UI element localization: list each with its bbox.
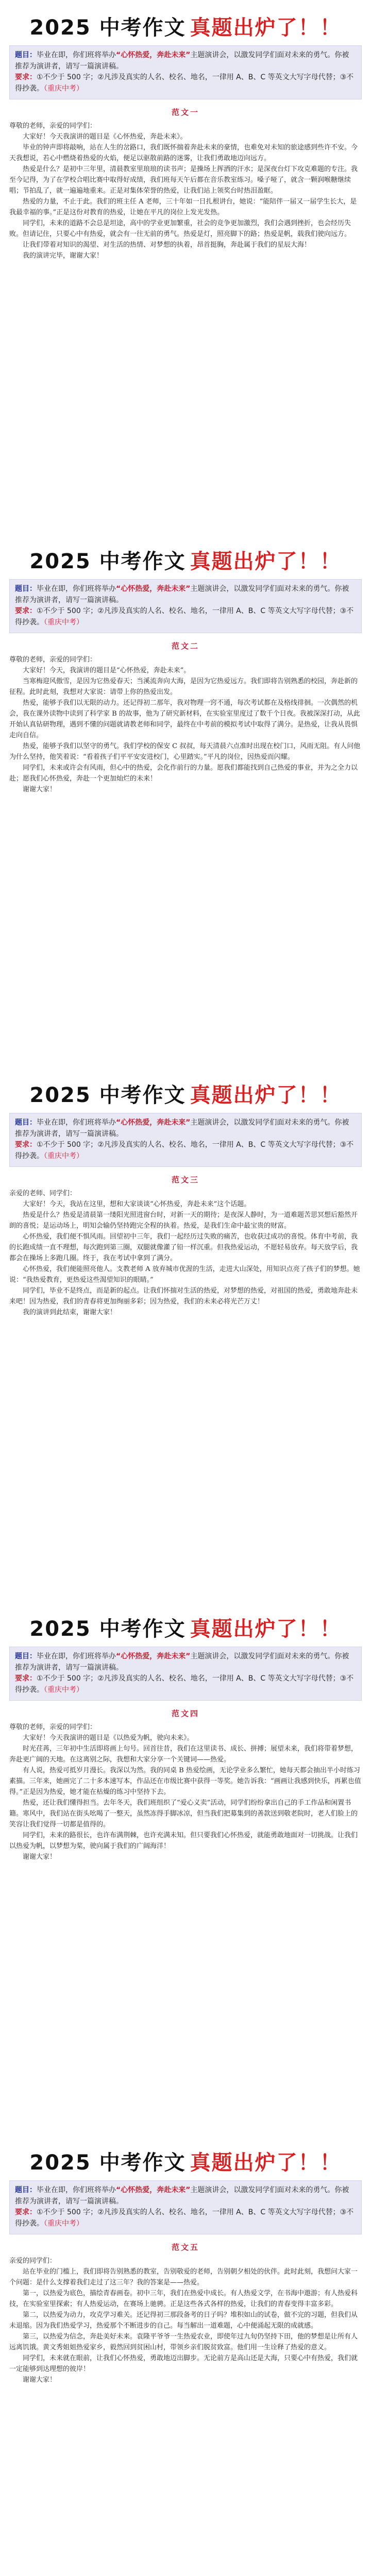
essay-paragraph: 热爱的力量，不止于此。我们的班主任 A 老师，三十年如一日扎根讲台，她说：“能陪伴一届又一届学生长大，是我最幸福的事。”正是这份对教育的热爱，让她在平凡的岗位上发光发热。 [9, 198, 357, 217]
essay-paragraph: 第一，以热爱为底色，描绘青春画卷。初中三年，我们在热爱中成长。有人热爱文学，在书海中遨游；有人热爱科技，在实验室里探索；有人热爱运动，在赛场上驰骋。正是这些各式各样的热爱，让我们的青春变得丰富多彩。 [9, 2289, 358, 2308]
essay-section [0, 1077, 371, 1601]
prompt-box [9, 1647, 362, 1701]
essay-section [0, 1611, 371, 2135]
heading-black: 2025 中考作文 [29, 1617, 186, 1641]
prompt-topic: “心怀热爱，奔赴未来” [116, 51, 191, 59]
essay-salutation: 亲爱的同学们： [9, 2257, 57, 2265]
prompt-text-a: 毕业在即，你们班将举办 [37, 1652, 116, 1660]
source-tag: （重庆中考） [44, 1686, 83, 1694]
prompt-text-a: 毕业在即，你们班将举办 [37, 585, 116, 593]
essay-body [9, 121, 362, 262]
requirement-label: 要求： [15, 1141, 37, 1149]
essay-paragraph: 心怀热爱，我们便不惧风雨。回望初中三年，我们一起经历过失败的痛苦，也收获过成功的喜悦。体育中考前，我的长跑成绩一直不理想，每次跑到第三圈，双腿就像灌了铅一样沉重。但我热爱运动，不愿轻易放弃。每天放学后，我都会在操场上多跑几圈。终于，我在考试中拿到了满分。 [9, 1232, 358, 1263]
prompt-label: 题目： [15, 585, 37, 593]
essay-paragraph: 有人说，热爱可抵岁月漫长。我深以为然。我的同桌 B 热爱绘画，无论学业多么繁忙，她每天都会抽出半小时练习素描。三年来，她画完了二十多本速写本，作品还在市级比赛中获得一等奖。她告诉我：“画画让我感到快乐，再累也值得。”正是因为热爱，她才能在枯燥的练习中坚持下去。 [9, 1766, 361, 1797]
requirement-label: 要求： [15, 73, 37, 82]
essay-paragraph: 心怀热爱，我们便能照亮他人。支教老师 A 放弃城市优渥的生活，走进大山深处，用知识点亮了孩子们的梦想。她说：“我热爱教育，更热爱这些渴望知识的眼睛。” [9, 1265, 360, 1284]
essay-section [0, 2144, 371, 2576]
page-heading [9, 9, 362, 42]
prompt-text-a: 毕业在即，你们班将举办 [37, 51, 116, 59]
requirement-label: 要求： [15, 2208, 37, 2217]
source-tag: （重庆中考） [44, 84, 83, 93]
heading-red: 真题出炉了！！ [190, 2150, 342, 2175]
prompt-text-b: 主题演讲会，以激发同学们面对未来的勇气。你被推荐为演讲者，请写一篇演讲稿。 [15, 1652, 349, 1672]
essay-paragraph: 同学们，未来的道路不会总是坦途，高中的学业更加繁重，社会的竞争更加激烈，我们会遇到挫折，也会经历失败。但请记住，只要心中有热爱，就会有一往无前的勇气。热爱是灯，照亮脚下的路；热爱是帆，载我们驶向远方。 [9, 219, 351, 239]
requirement-text: ①不少于 500 字；②凡涉及真实的人名、校名、地名，一律用 A、B、C 等英文大写字母代替；③不得抄袭。 [15, 2208, 354, 2228]
essay-paragraph: 同学们，毕业不是终点，而是新的起点。让我们怀揣对生活的热爱，对梦想的热爱，对祖国的热爱，勇敢地奔赴未来吧！因为热爱，我们的青春将更加绚丽多彩；因为热爱，我们的未来必将光芒万丈！ [9, 1287, 358, 1306]
heading-red: 真题出炉了！！ [190, 549, 342, 573]
prompt-text-b: 主题演讲会，以激发同学们面对未来的勇气。你被推荐为演讲者，请写一篇演讲稿。 [15, 2186, 349, 2206]
heading-red: 真题出炉了！！ [190, 15, 342, 40]
heading-red: 真题出炉了！！ [190, 1617, 342, 1641]
essay-paragraph: 时光荏苒，三年初中生活即将画上句号。回首往昔，我们在这里读书、成长、拼搏；展望未来，我们将带着梦想，奔赴更广阔的天地。在这离别之际，我想和大家分享一个关键词——热爱。 [9, 1744, 358, 1764]
essay-body [9, 1188, 362, 1318]
essay-paragraph: 第三，以热爱为信念，奔赴美好未来。袁隆平爷爷一生热爱农业，即使年过九旬仍坚持下田，他的梦想是让所有人远离饥饿。黄文秀姐姐热爱家乡，毅然回到贫困山村，带领乡亲们脱贫致富。他们用一生诠释了热爱的意义。 [9, 2333, 358, 2352]
essay-section [0, 543, 371, 1067]
essay-paragraph: 热爱是什么？热爱是清晨第一缕阳光照进窗台时，对新一天的期待；是夜深人静时，为一道难题苦思冥想后豁然开朗的喜悦；是运动场上，明知会输仍坚持跑完全程的执着。热爱，是我们生命中最宝贵的财富。 [9, 1211, 358, 1230]
essay-paragraph: 大家好！今天，我站在这里，想和大家谈谈“心怀热爱，奔赴未来”这个话题。 [23, 1200, 251, 1208]
essay-title: 范文三 [171, 1175, 199, 1184]
prompt-box [9, 1113, 362, 1167]
essay-paragraph: 当寒梅迎风傲雪，是因为它热爱春天；当溪流奔向大海，是因为它热爱远方。我们即将告别熟悉的校园，奔赴新的征程。此时此刻，我想对大家说：请带上你的热爱出发。 [9, 677, 358, 696]
page-heading [9, 543, 362, 576]
source-tag: （重庆中考） [44, 618, 83, 627]
essay-paragraph: 毕业的钟声即将敲响，站在人生的岔路口，我们既怀揣着奔赴未来的豪情，也难免对未知的旅途感到些许不安。今天我想说，若心中燃烧着热爱的火焰，便足以驱散前路的迷雾，让我们勇敢地迈向远方。 [9, 143, 358, 162]
essay-salutation: 尊敬的老师，亲爱的同学们： [9, 655, 97, 664]
prompt-topic: “心怀热爱，奔赴未来” [116, 2186, 191, 2194]
essay-paragraph: 大家好！今天我演讲的题目是《心怀热爱，奔赴未来》。 [23, 132, 187, 141]
requirement-text: ①不少于 500 字；②凡涉及真实的人名、校名、地名，一律用 A、B、C 等英文大写字母代替；③不得抄袭。 [15, 73, 354, 93]
prompt-label: 题目： [15, 1118, 37, 1127]
page-heading [9, 2144, 362, 2177]
prompt-text-b: 主题演讲会，以激发同学们面对未来的勇气。你被推荐为演讲者，请写一篇演讲稿。 [15, 1118, 349, 1138]
essay-salutation: 尊敬的老师，亲爱的同学们： [9, 1723, 97, 1731]
essay-paragraph: 第二，以热爱为动力，攻克学习难关。还记得初三那段备考的日子吗？堆积如山的试卷，做不完的习题，但我们从未退缩。因为我们热爱学习，热爱那个不断进步的自己。每当解出一道难题，心中便涌起无限的成就感。 [9, 2311, 358, 2330]
essay-paragraph: 大家好！今天，我演讲的题目是“心怀热爱，奔赴未来”。 [23, 666, 191, 674]
heading-black: 2025 中考作文 [29, 2150, 186, 2175]
prompt-box [9, 45, 362, 99]
essay-title: 范文一 [171, 107, 199, 117]
prompt-text-b: 主题演讲会，以激发同学们面对未来的勇气。你被推荐为演讲者，请写一篇演讲稿。 [15, 585, 349, 604]
essay-paragraph: 同学们，未来的路很长，也许布满荆棘，也许充满未知。但只要我们心怀热爱，就能勇敢地面对一切挑战。让我们以热爱为帆，以梦想为桨，驶向属于我们的广阔海洋！ [9, 1832, 358, 1851]
essay-body [9, 2256, 362, 2386]
page-heading [9, 1611, 362, 1643]
heading-red: 真题出炉了！！ [190, 1083, 342, 1107]
essay-salutation: 亲爱的老师、同学们： [9, 1189, 77, 1197]
requirement-label: 要求： [15, 607, 37, 616]
heading-black: 2025 中考作文 [29, 549, 186, 573]
essay-paragraph: 热爱是什么？是初中三年里，清晨教室里琅琅的读书声；是操场上挥洒的汗水；是深夜台灯下攻克难题的专注。我至今记得，为了在学校合唱比赛中取得好成绩，我们班每天午后都在音乐教室练习。嗓子哑了，就含一颗润喉糖继续唱；节拍乱了，就一遍遍地重来。正是对集体荣誉的热爱，让我们站上领奖台时热泪盈眶。 [9, 165, 358, 195]
requirement-text: ①不少于 500 字；②凡涉及真实的人名、校名、地名，一律用 A、B、C 等英文大写字母代替；③不得抄袭。 [15, 607, 354, 627]
requirement-text: ①不少于 500 字；②凡涉及真实的人名、校名、地名，一律用 A、B、C 等英文大写字母代替；③不得抄袭。 [15, 1674, 354, 1694]
essay-salutation: 尊敬的老师，亲爱的同学们： [9, 122, 97, 130]
essay-title: 范文五 [171, 2242, 199, 2252]
essay-paragraph: 让我们带着对知识的渴望、对生活的热情、对梦想的执着，昂首挺胸，奔赴属于我们的星辰大海！ [23, 241, 311, 249]
essay-body [9, 1722, 362, 1863]
heading-black: 2025 中考作文 [29, 15, 186, 40]
document [0, 9, 371, 2576]
essay-paragraph: 热爱，还让我们懂得担当。去年冬天，我们班组织了“爱心义卖”活动，同学们纷纷拿出自己的手工作品和闲置书籍。寒风中，我们站在街头吆喝了一整天，虽然冻得手脚冰凉，但当我们把募集到的善款送到敬老院时，老人们脸上的笑容让我们觉得一切都是值得的。 [9, 1799, 358, 1829]
prompt-topic: “心怀热爱，奔赴未来” [116, 1652, 191, 1660]
essay-paragraph: 谢谢大家！ [23, 1853, 57, 1861]
essay-paragraph: 我的演讲完毕，谢谢大家！ [23, 252, 104, 260]
prompt-box [9, 579, 362, 633]
essay-paragraph: 谢谢大家！ [23, 2376, 57, 2384]
essay-title: 范文四 [171, 1708, 199, 1718]
requirement-text: ①不少于 500 字；②凡涉及真实的人名、校名、地名，一律用 A、B、C 等英文大写字母代替；③不得抄袭。 [15, 1141, 354, 1161]
page-heading [9, 1077, 362, 1110]
essay-paragraph: 热爱，能够予我们以坚守的勇气。我们学校的保安 C 叔叔，每天清晨六点准时出现在校门口，风雨无阻。有人问他为什么坚持，他笑着说：“看着孩子们平平安安进校门，心里踏实。”平凡的岗位，因热爱而闪耀。 [9, 742, 361, 761]
prompt-box [9, 2180, 362, 2234]
prompt-topic: “心怀热爱，奔赴未来” [116, 1118, 191, 1127]
prompt-label: 题目： [15, 2186, 37, 2194]
essay-paragraph: 站在毕业的门槛上，我们即将告别熟悉的教室，告别敬爱的老师，告别朝夕相处的伙伴。此时此刻，我想问大家一个问题：是什么支撑着我们走过了这三年？我的答案是——热爱。 [9, 2267, 358, 2286]
essay-paragraph: 我的演讲到此结束，谢谢大家！ [23, 1309, 117, 1317]
essay-paragraph: 同学们，未来或许会有风雨，但心中的热爱，会化作前行的力量。愿我们都能找到自己热爱的事业，并为之全力以赴；愿我们心怀热爱，奔赴一个更加灿烂的未来！ [9, 764, 358, 783]
heading-black: 2025 中考作文 [29, 1083, 186, 1107]
prompt-text-a: 毕业在即，你们班将举办 [37, 1118, 116, 1127]
essay-title: 范文二 [171, 641, 199, 651]
prompt-text-b: 主题演讲会，以激发同学们面对未来的勇气。你被推荐为演讲者，请写一篇演讲稿。 [15, 51, 349, 71]
essay-paragraph: 谢谢大家！ [23, 786, 57, 794]
essay-paragraph: 热爱，能够予我们以无限的动力。还记得初二那年，我对物理一窍不通，每次考试都在及格线徘徊。一次偶然的机会，我在课外读物中读到了科学家 B 的故事，他为了研究新材料，在实验室里度过了数千个日夜。我被深深打动，从此开始认真钻研物理，遇到不懂的问题就请教老师和同学，最终在中考前的模拟考试中取得了满分。是热爱，让我从畏惧走向自信。 [9, 699, 360, 740]
requirement-label: 要求： [15, 1674, 37, 1683]
prompt-text-a: 毕业在即，你们班将举办 [37, 2186, 116, 2194]
prompt-label: 题目： [15, 51, 37, 59]
essay-section [0, 9, 371, 534]
essay-paragraph: 同学们，未来就在眼前，让我们心怀热爱，勇敢地迈出脚步。无论前方是高山还是大海，只要心中有热爱，我们就一定能够到达理想的彼岸！ [9, 2354, 358, 2374]
prompt-label: 题目： [15, 1652, 37, 1660]
source-tag: （重庆中考） [44, 2219, 83, 2228]
source-tag: （重庆中考） [44, 1152, 83, 1161]
essay-paragraph: 大家好！今天我演讲的题目是《以热爱为帆，驶向未来》。 [23, 1734, 194, 1742]
essay-body [9, 654, 362, 795]
prompt-topic: “心怀热爱，奔赴未来” [116, 585, 191, 593]
